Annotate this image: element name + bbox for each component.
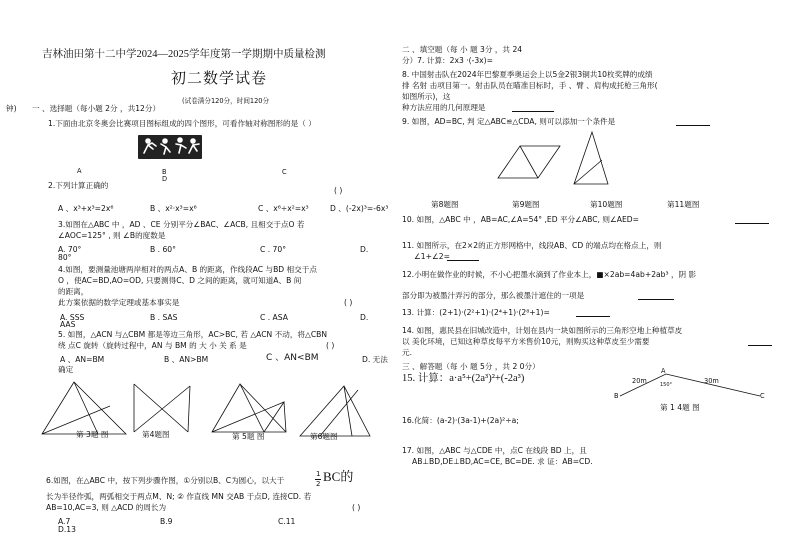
olympic-icons-figures [138, 135, 202, 159]
school-title: 吉林油田第十二中学2024—2025学年度第一学期期中质量检测 [42, 49, 326, 60]
question-1: 1.下面由北京冬奥会比赛项目图标组成的四个图形，可看作轴对称图形的是（ ） [48, 119, 316, 128]
q6-option-d: D.13 [58, 525, 76, 534]
fig14-vertex-b: B [614, 392, 619, 400]
question-4-line3: 的距离， [58, 287, 89, 296]
caption-fig3: 第 3题 图 [76, 430, 109, 439]
question-11-line2: ∠1+∠2= [414, 252, 451, 261]
fig14-angle: 150° [660, 382, 673, 388]
question-8-line1: 8. 中国射击队在2024年巴黎夏季奥运会上以5金2银3铜共10枚奖牌的成绩 [402, 70, 653, 79]
q10-answer-blank [735, 223, 769, 224]
caption-fig4: 第4题图 [142, 430, 170, 439]
question-4-line4: 此方案依据的数学定理或基本事实是 [58, 298, 180, 307]
q6-option-a: A.7 [58, 517, 71, 526]
q1-option-a: A [77, 167, 82, 175]
question-12-line1: 12.小明在做作业的时候，不小心把墨水滴到了作业本上，■×2ab=4ab+2ab³ ，阴 影 [402, 270, 697, 279]
fig14-left-length: 20m [632, 377, 647, 385]
question-2: 2.下列计算正确的 [48, 181, 109, 190]
q4-option-a: A. SSS [60, 313, 85, 322]
q6-fraction-den: 2 [316, 480, 321, 488]
q4-option-d: D. [360, 313, 369, 322]
exam-time-tail: 钟) [6, 104, 17, 113]
question-8-line3: 如图所示)，这 [402, 92, 451, 101]
question-12-line2: 部分即为被墨汁弄污的部分，那么被墨汁遮住的一项是 [402, 291, 585, 300]
section3-heading: 三 、解答题（每 小 题 5分 ，共 2 0分） [402, 362, 540, 371]
q2-option-d: D 、(-2x)³=-6x³ [330, 204, 389, 213]
fig14-vertex-c: C [760, 392, 765, 400]
q3-option-d-value: 80° [58, 253, 72, 262]
question-11-line1: 11. 如图所示，在2×2的正方形网格中，线段AB、CD 的端点均在格点上，则 [402, 241, 662, 250]
q9-answer-blank [676, 125, 710, 126]
q6-paren: ( ) [352, 503, 361, 512]
question-4-line1: 4.如图，要测量池塘两岸相对的两点A、B 的距离，作线段AC 与BD 相交于点 [58, 265, 317, 274]
q3-option-a: A. 70° [58, 245, 82, 254]
q2-option-b: B 、x²·x³=x⁶ [150, 204, 197, 213]
question-17-line1: 17. 如图，△ABC 与△CDE 中，点C 在线段 BD 上，且 [402, 446, 587, 455]
question-16: 16.化简：(a-2)·(3a-1)+(2a)²÷a; [402, 416, 519, 425]
question-13: 13. 计算：(2+1)·(2²+1)·(2⁴+1)·(2⁸+1)= [402, 308, 550, 317]
question-17-line2: AB⊥BD,DE⊥BD,AC=CE, BC=DE. 求 证：AB=CD. [412, 457, 593, 466]
q4-option-b: B . SAS [150, 313, 178, 322]
question-5-line2: 绕 点C 旋转（旋转过程中，AN 与 BM 的 大 小 关 系 是 [58, 341, 247, 350]
q1-option-c: C [282, 168, 287, 176]
q6-bc: BC的 [323, 469, 354, 484]
figure-q9 [494, 140, 566, 184]
q5-option-a: A 、AN=BM [60, 355, 105, 364]
caption-fig14: 第 1 4题 图 [660, 403, 700, 412]
question-5-line1: 5. 如图，△ACN 与△CBM 都是等边三角形，AC>BC, 若 △ACN 不动，将△CBN [58, 330, 328, 339]
caption-fig11: 第11题图 [667, 200, 700, 209]
question-6-line3: AB=10,AC=3, 则 △ACD 的周长为 [46, 503, 167, 512]
question-6-line1: 6.如图，在△ABC 中，按下列步骤作图，①分别以B、C为圆心，以大于 [46, 476, 285, 485]
exam-info: (试卷满分120分，时间120分 [182, 97, 270, 105]
section2-heading: 二 、填空题（每 小 题 3分 ，共 24 [402, 45, 523, 54]
question-8-line4: 种方法应用的几何原理是 [402, 103, 486, 112]
q5-paren: ( ) [326, 341, 335, 350]
caption-fig5: 第 5题 图 [232, 432, 265, 441]
question-3-line1: 3.如图在△ABC 中 ，AD 、CE 分别平分∠BAC、∠ACB, 且相交于点O 若 [58, 220, 305, 229]
q11-answer-blank [447, 260, 479, 261]
section1-heading: 一 、选择题（每小题 2分 ，共12分） [32, 104, 161, 113]
q2-option-a: A 、x³+x³=2x⁶ [58, 204, 114, 213]
question-14-line2: 以 美化环境，已知这种草皮每平方米售价10元，则购买这种草皮至少需要 [402, 337, 650, 346]
q4-option-d-value: AAS [60, 320, 76, 329]
q12-answer-blank [638, 299, 674, 300]
question-14-line1: 14. 如图，惠民县在旧城改造中，计划在县内一块如图所示的三角形空地上种植草皮 [402, 326, 683, 335]
q6-fraction-num: 1 [316, 470, 321, 478]
question-8-line2: 排 名射 击项目第一。射击队员在瞄准目标时，手 、臂 、肩构成托枪三角形( [402, 81, 658, 90]
q2-option-c: C 、x⁶÷x²=x³ [258, 204, 309, 213]
figure-q10 [572, 130, 612, 188]
q1-option-b: B [162, 168, 167, 176]
caption-fig10: 第10题图 [590, 200, 623, 209]
figure-q3 [40, 378, 130, 438]
fig14-right-length: 30m [704, 377, 719, 385]
paper-title: 初二数学试卷 [171, 71, 268, 87]
q4-option-c: C . ASA [260, 313, 288, 322]
fig14-vertex-a: A [661, 367, 666, 375]
q6-option-c: C.11 [278, 517, 296, 526]
q5-option-d-tail: 确定 [58, 365, 74, 374]
q5-option-b: B 、AN>BM [164, 355, 209, 364]
question-9: 9. 如图，AD=BC, 判 定△ABC≌△CDA, 则可以添加一个条件是 [402, 117, 616, 126]
question-10: 10. 如图，△ABC 中 ，AB=AC,∠A=54° ,ED 平分∠ABC, 则∠AED= [402, 215, 639, 224]
q3-option-c: C . 70° [260, 245, 287, 254]
q14-answer-blank [748, 345, 772, 346]
q5-option-d: D. 无法 [362, 355, 388, 364]
q8-answer-blank [512, 111, 554, 112]
q3-option-d: D. [360, 245, 369, 254]
caption-fig6: 第6题图 [310, 432, 338, 441]
caption-fig9: 第9题图 [512, 200, 540, 209]
question-6-line2: 长为半径作弧，两弧相交于两点M、N; ② 作直线 MN 交AB 于点D, 连接CD. 若 [46, 492, 312, 501]
q13-answer-blank [576, 316, 610, 317]
q5-option-c: C 、AN<BM [266, 353, 319, 363]
caption-fig8: 第8题图 [431, 200, 459, 209]
q1-option-d: D [162, 175, 168, 183]
question-14-line3: 元. [402, 348, 413, 357]
q3-option-b: B . 60° [150, 245, 176, 254]
q6-option-b: B.9 [160, 517, 173, 526]
question-15: 15. 计算：a·a⁵+(2a³)²+(-2a³) [402, 373, 525, 384]
question-3-line2: ∠AOC=125° , 则 ∠B的度数是 [58, 231, 166, 240]
question-7: 分）7. 计算：2x3 ·(-3x)= [402, 56, 493, 65]
question-4-line2: O ，使AC=BD,AO=OD, 只要测得C、D 之间的距离，就可知道A、B 间 [58, 276, 302, 285]
figure-q5 [210, 380, 290, 438]
q2-paren: ( ) [334, 186, 343, 195]
q4-paren: ( ) [344, 298, 353, 307]
